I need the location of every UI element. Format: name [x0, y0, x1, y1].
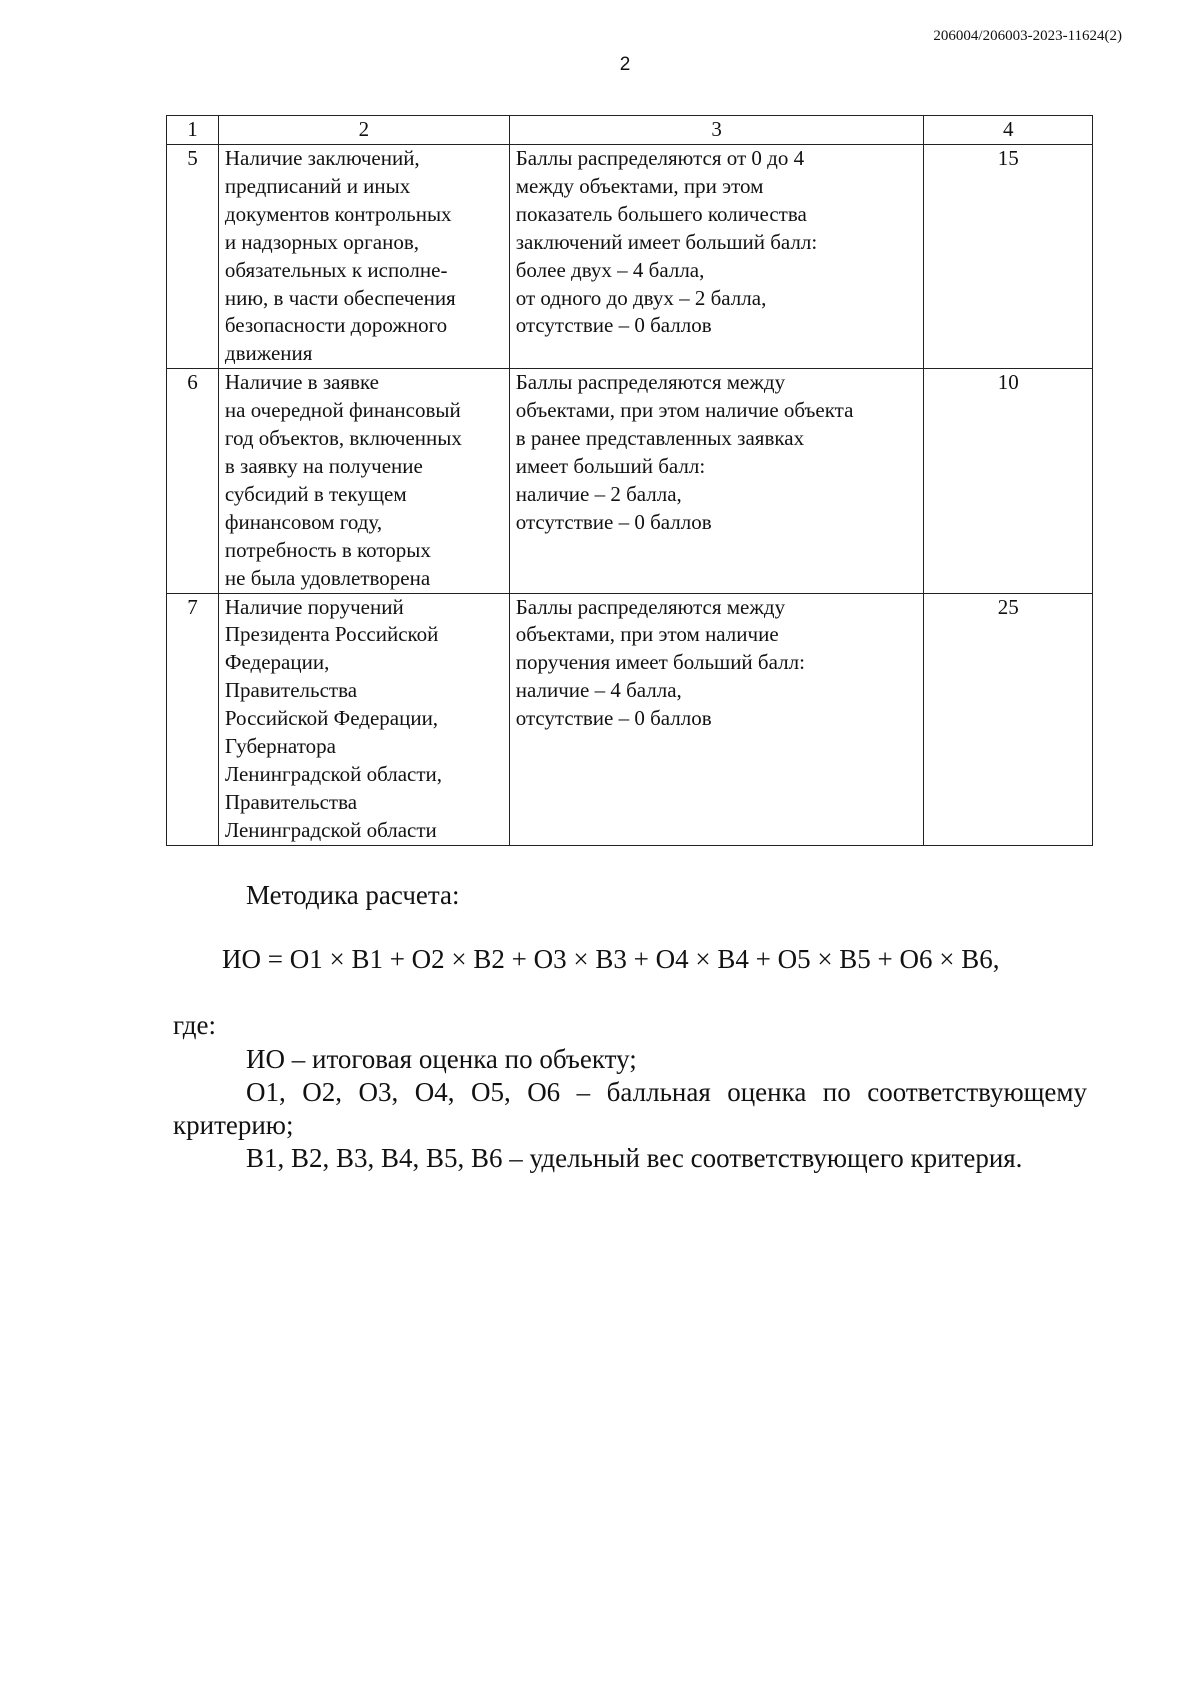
criterion-cell-line: Наличие поручений — [224, 594, 404, 619]
criterion-cell-line: потребность в которых — [224, 537, 431, 562]
criteria-table-body — [167, 116, 1093, 846]
criterion-cell-line: Ленинградской области, — [224, 761, 443, 786]
column-header: 2 — [218, 116, 509, 145]
scoring-cell-line: между объектами, при этом — [515, 173, 764, 198]
method-heading: Методика расчета: — [246, 880, 460, 910]
table-row — [167, 593, 1093, 845]
criterion-cell-line: в заявку на получение — [224, 453, 423, 478]
scoring-cell-line: поручения имеет больший балл: — [515, 650, 805, 675]
table-header-row — [167, 116, 1093, 145]
criterion-cell-line: предписаний и иных — [224, 173, 411, 198]
criterion-cell-line: Ленинградской области — [224, 817, 437, 842]
scoring-cell-line: от одного до двух – 2 балла, — [515, 285, 767, 310]
document-id: 206004/206003-2023-11624(2) — [933, 28, 1122, 44]
row-number: 7 — [167, 593, 219, 845]
weight-cell: 10 — [924, 369, 1093, 593]
table-row — [167, 369, 1093, 593]
formula: ИО = О1 × В1 + О2 × В2 + О3 × В3 + О4 × В4 + О5 × В5 + О6 × В6, — [222, 944, 1000, 974]
scoring-cell-line: в ранее представленных заявках — [515, 426, 805, 451]
scoring-cell-line: показатель большего количества — [515, 201, 807, 226]
criterion-cell-line: на очередной финансовый — [224, 398, 461, 423]
scoring-cell-line: Баллы распределяются между — [515, 594, 786, 619]
column-header: 1 — [167, 116, 219, 145]
scoring-cell-line: отсутствие – 0 баллов — [515, 313, 712, 338]
criterion-cell-line: безопасности дорожного — [224, 313, 448, 338]
criterion-cell-line: документов контрольных — [224, 201, 452, 226]
where-label: где: — [173, 1010, 216, 1040]
criterion-cell-line: субсидий в текущем — [224, 481, 407, 506]
row-number: 5 — [167, 145, 219, 369]
criterion-cell-line: Президента Российской — [224, 622, 439, 647]
criterion-cell-line: год объектов, включенных — [224, 426, 462, 451]
criterion-cell-line: движения — [224, 341, 313, 366]
scoring-cell-line: наличие – 4 балла, — [515, 678, 682, 703]
weight-cell: 15 — [924, 145, 1093, 369]
criterion-cell-line: Российской Федерации, — [224, 706, 439, 731]
criterion-cell-line: и надзорных органов, — [224, 229, 419, 254]
scoring-cell-line: отсутствие – 0 баллов — [515, 706, 712, 731]
legend-item: В1, В2, В3, В4, В5, В6 – удельный вес соответствующего критерия. — [246, 1143, 1023, 1173]
scoring-cell — [509, 369, 924, 593]
page-number: 2 — [619, 54, 631, 75]
scoring-cell-line: объектами, при этом наличие — [515, 622, 779, 647]
scoring-cell — [509, 145, 924, 369]
criterion-cell-line: не была удовлетворена — [224, 565, 431, 590]
criterion-cell — [218, 593, 509, 845]
criterion-cell-line: Правительства — [224, 678, 358, 703]
criterion-cell-line: Федерации, — [224, 650, 330, 675]
scoring-cell-line: наличие – 2 балла, — [515, 481, 682, 506]
criterion-cell-line: Губернатора — [224, 734, 336, 759]
row-number: 6 — [167, 369, 219, 593]
criterion-cell-line: Наличие заключений, — [224, 146, 420, 170]
scoring-cell — [509, 593, 924, 845]
weight-cell: 25 — [924, 593, 1093, 845]
table-row — [167, 145, 1093, 369]
column-header: 3 — [509, 116, 924, 145]
scoring-cell-line: заключений имеет больший балл: — [515, 229, 818, 254]
legend-item: ИО – итоговая оценка по объекту; — [246, 1044, 637, 1074]
scoring-cell-line: Баллы распределяются между — [515, 370, 786, 395]
legend-item: О1, О2, О3, О4, О5, О6 – балльная оценка по соответствующему критерию; — [173, 1077, 1087, 1140]
criteria-table — [166, 115, 1093, 846]
scoring-cell-line: отсутствие – 0 баллов — [515, 509, 712, 534]
criterion-cell-line: Наличие в заявке — [224, 370, 380, 395]
column-header: 4 — [924, 116, 1093, 145]
criterion-cell-line: финансовом году, — [224, 509, 383, 534]
criterion-cell-line: Правительства — [224, 789, 358, 814]
scoring-cell-line: Баллы распределяются от 0 до 4 — [515, 146, 805, 170]
scoring-cell-line: более двух – 4 балла, — [515, 257, 705, 282]
scoring-cell-line: имеет больший балл: — [515, 453, 706, 478]
formula-legend — [173, 1043, 1087, 1175]
scoring-cell-line: объектами, при этом наличие объекта — [515, 398, 854, 423]
criterion-cell-line: обязательных к исполне- — [224, 257, 448, 282]
criterion-cell — [218, 145, 509, 369]
criterion-cell — [218, 369, 509, 593]
criterion-cell-line: нию, в части обеспечения — [224, 285, 456, 310]
